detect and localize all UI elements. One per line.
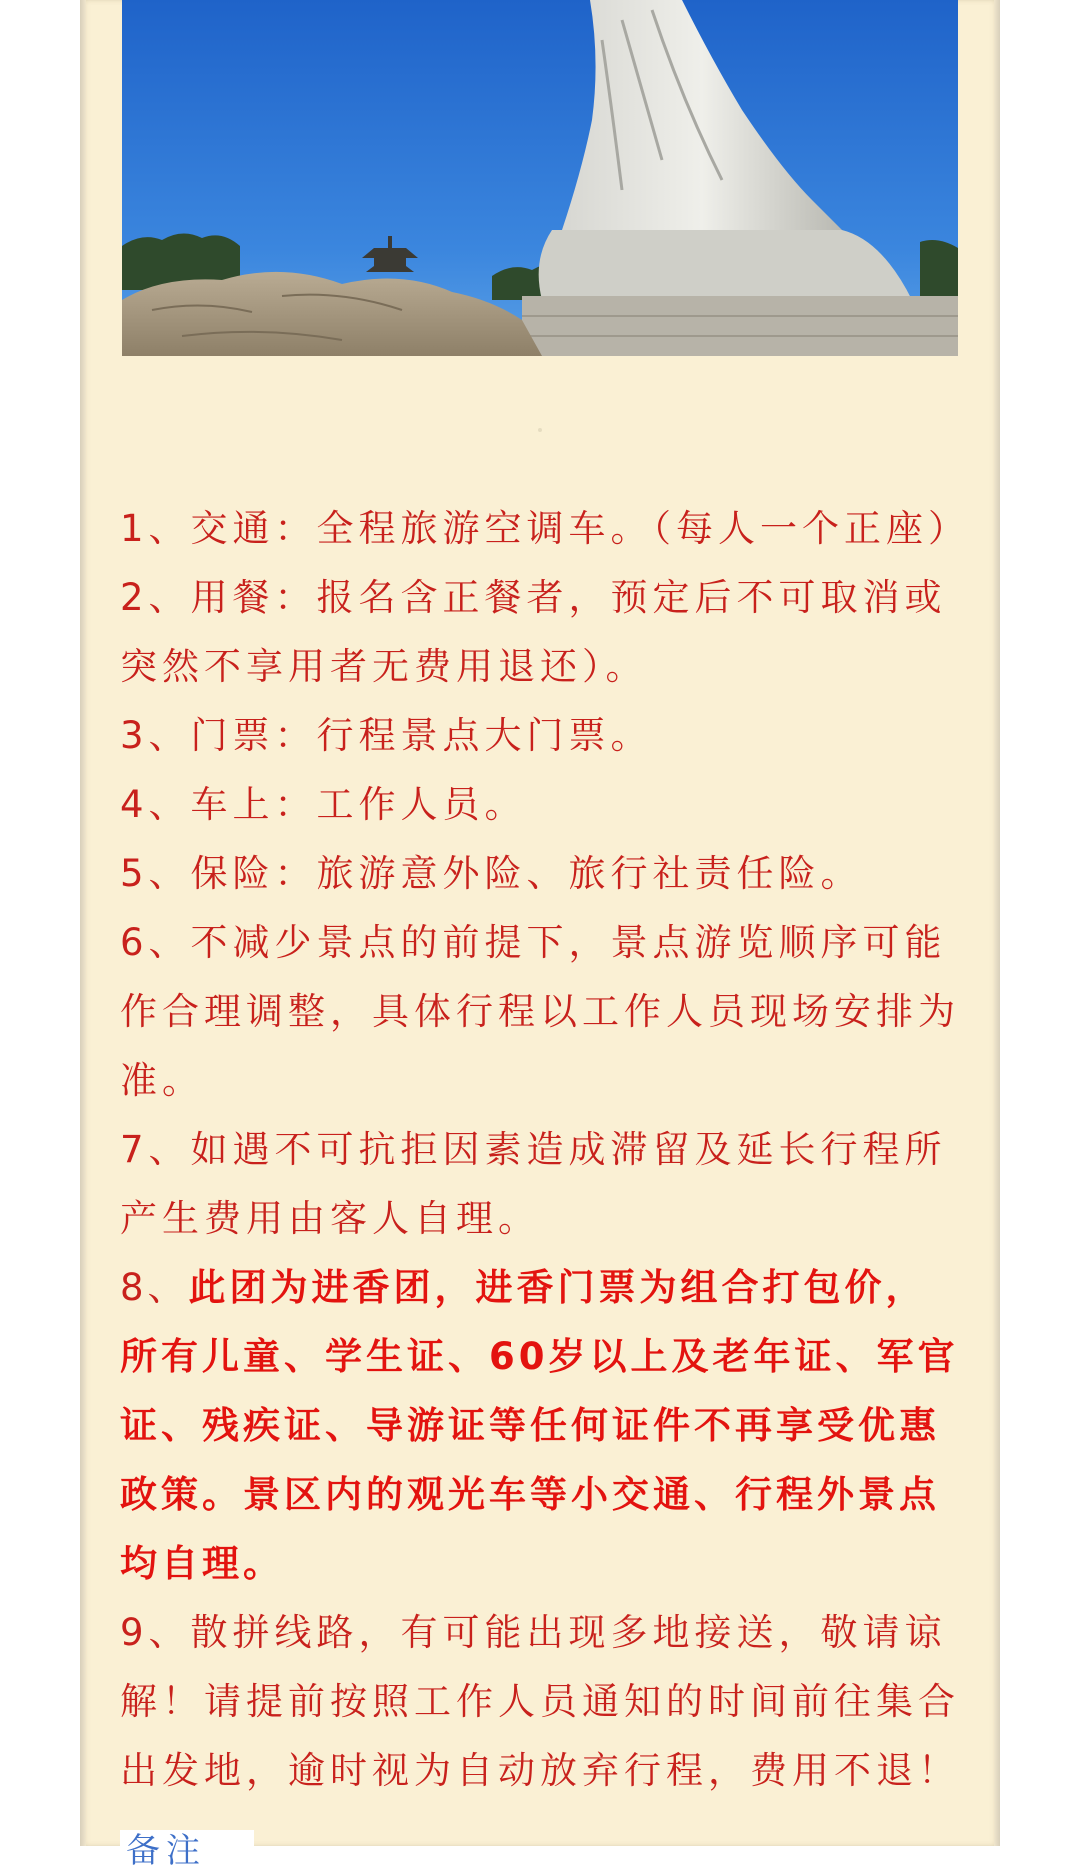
note-line: 3、门票：行程景点大门票。 [120,714,653,757]
statue-photo [122,0,958,356]
note-line: 准。 [120,1059,204,1102]
note-item8-line: 证、残疾证、导游证等任何证件不再享受优惠 [120,1404,940,1447]
note-item9-line: 解！请提前按照工作人员通知的时间前往集合 [120,1680,960,1723]
note-line: 6、不减少景点的前提下，景点游览顺序可能 [120,921,947,964]
note-item8-line [120,1253,962,1322]
note-item8-line: 所有儿童、学生证、60岁以上及老年证、军官 [120,1335,959,1378]
note-item9-line: 9、散拼线路，有可能出现多地接送，敬请谅 [120,1611,947,1654]
paper-left-edge [80,0,86,1846]
remarks-tab[interactable] [120,1830,254,1871]
note-line: 7、如遇不可抗拒因素造成滞留及延长行程所 [120,1128,947,1171]
note-line: 突然不享用者无费用退还）。 [120,645,648,688]
note-item8-line: 政策。景区内的观光车等小交通、行程外景点 [120,1473,940,1516]
note-line: 4、车上：工作人员。 [120,783,527,826]
note-line: 作合理调整，具体行程以工作人员现场安排为 [120,990,960,1033]
separator-dot [538,428,542,432]
paper-right-edge [994,0,1000,1846]
note-line: 2、用餐：报名含正餐者，预定后不可取消或 [120,576,947,619]
remarks-tab-label: 备注 [126,1831,206,1871]
note-line: 产生费用由客人自理。 [120,1197,540,1240]
note-line: 1、交通：全程旅游空调车。（每人一个正座） [120,507,971,550]
note-item8-text: 此团为进香团，进香门票为组合打包价， [188,1266,927,1309]
note-item8-number: 8、 [120,1266,189,1309]
note-item9-line: 出发地，逾时视为自动放弃行程，费用不退！ [120,1749,960,1792]
note-item8-line: 均自理。 [120,1542,284,1585]
notes-section [120,494,971,1805]
note-line: 5、保险：旅游意外险、旅行社责任险。 [120,852,863,895]
